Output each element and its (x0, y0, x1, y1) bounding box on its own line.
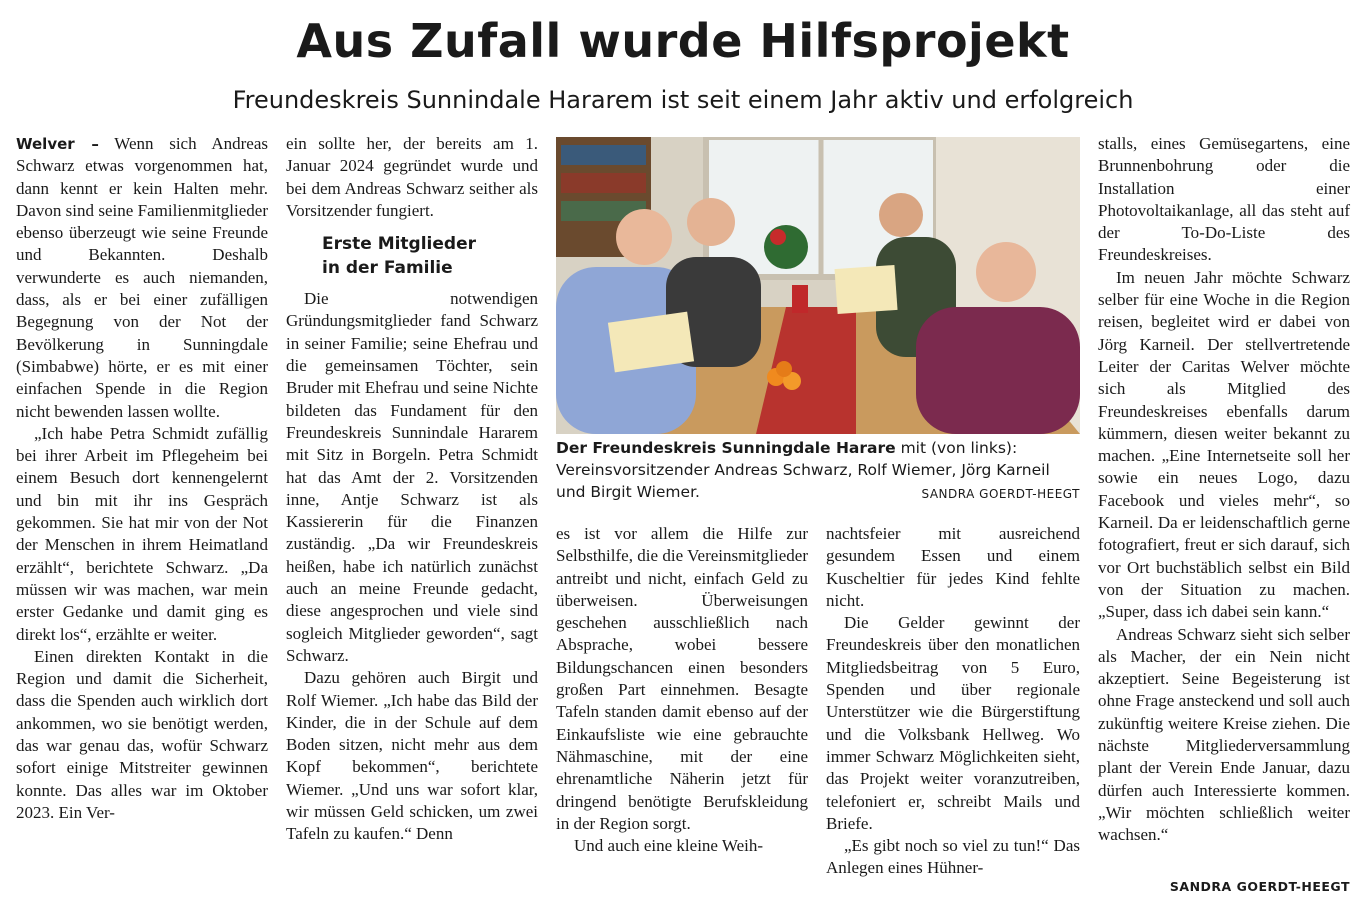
paragraph: „Ich habe Petra Schmidt zufällig bei ihrer Arbeit im Pflegeheim bei einem Besuch dort kennengelernt und bin mit ihr ins Gespräch gekommen. Sie hat mir von der Not der Menschen in ihrem Heimatland erzählt“, berichtete Schwarz. „Da müssen wir was machen, war mein erster Gedanke und damit ging es direkt los“, erzählte er weiter. (16, 423, 268, 644)
paragraph: es ist vor allem die Hilfe zur Selbsthilfe, die die Vereinsmitglieder antreibt und nicht, einfach Geld zu überweisen. Überweisungen geschehen ausschließlich nach Absprache, wobei bessere Bildungschancen einen besonders großen Part einnehmen. Besagte Tafeln standen damit ebenso auf der Einkaufsliste wie eine gebrauchte Nähmaschine, mit der eine ehrenamtliche Näherin jetzt für dringend benötigte Berufskleidung in der Region sorgt. (556, 524, 808, 833)
caption-text: mit (von links): Vereinsvorsitzender Andreas Schwarz, Rolf Wiemer, Jörg Karneil und Birgit Wiemer. (556, 439, 1050, 501)
subhead-line: in der Familie (322, 258, 453, 279)
subhead-line: Erste Mitglieder (322, 234, 476, 255)
headline: Aus Zufall wurde Hilfsprojekt (296, 14, 1070, 68)
paragraph: stalls, eines Gemüsegartens, eine Brunnenbohrung oder die Installation einer Photovoltaikanlage, all das steht auf der To-Do-Liste des Freundeskreises. (1098, 134, 1350, 265)
article-column-2 (286, 133, 538, 846)
article-photo (556, 137, 1080, 434)
paragraph: nachtsfeier mit ausreichend gesundem Essen und einem Kuscheltier für jedes Kind fehlte nicht. (826, 524, 1080, 610)
caption-lead: Der Freundeskreis Sunningdale Harare (556, 439, 896, 457)
article-column-3 (556, 523, 808, 857)
paragraph-text: Wenn sich Andreas Schwarz etwas vorgenommen hat, dann kennt er kein Halten mehr. Davon sind seine Familienmitglieder ebenso überzeugt wie seine Freunde und Bekannten. Deshalb verwunderte es auch niemanden, dass, als er bei einer zufälligen Begegnung von der Not der Bevölkerung in Sunningdale (Simbabwe) hörte, er es mit einer einfachen Spende in die Region nicht bewenden lassen wollte. (16, 134, 268, 421)
paragraph: Und auch eine kleine Weih- (574, 836, 764, 856)
article-column-1 (16, 133, 268, 824)
paragraph: ein sollte her, der bereits am 1. Januar 2024 gegründet wurde und bei dem Andreas Schwarz seither als Vorsitzender fungiert. (286, 134, 538, 220)
paragraph: „Es gibt noch so viel zu tun!“ Das Anlegen eines Hühner- (826, 836, 1080, 878)
paragraph: Die Gelder gewinnt der Freundeskreis über den monatlichen Mitgliedsbeitrag von 5 Euro, Spenden und über regionale Unterstützer wie die Bürgerstiftung und die Volksbank Hellweg. Wo immer Schwarz Möglichkeiten sieht, das Projekt weiter voranzutreiben, telefoniert er, schreibt Mails und Briefe. (826, 613, 1080, 833)
photo-credit: SANDRA GOERDT-HEEGT (921, 487, 1080, 501)
paragraph: Einen direkten Kontakt in die Region und damit die Sicherheit, dass die Spenden auch wirklich dort ankommen, wo sie benötigt werden, das war genau das, wofür Schwarz sofort einige Mitstreiter gewinnen konnte. Das alles war im Oktober 2023. Ein Ver- (16, 646, 268, 822)
group-photo-illustration (556, 137, 1080, 434)
paragraph (16, 133, 268, 423)
article-column-4 (826, 523, 1080, 880)
subheadline: Freundeskreis Sunnindale Hararem ist seit einem Jahr aktiv und erfolgreich (232, 86, 1134, 114)
paragraph: Die notwendigen Gründungsmitglieder fand Schwarz in seiner Familie; seine Ehefrau und die gemeinsamen Töchter, sein Bruder mit Ehefrau und seine Nichte bildeten das Fundament für den Freundeskreis Sunnindale Hararem mit Sitz in Borgeln. Petra Schmidt hat das Amt der 2. Vorsitzenden inne, Antje Schwarz ist als Kassiererin für die Finanzen zuständig. „Da wir Freundeskreis heißen, habe ich natürlich zunächst auch an meine Freunde gedacht, diese angesprochen und viele sind sogleich Mitglieder geworden“, sagt Schwarz. (286, 289, 538, 665)
paragraph: Dazu gehören auch Birgit und Rolf Wiemer. „Ich habe das Bild der Kinder, die in der Schule auf dem Boden sitzen, nicht mehr aus dem Kopf bekommen“, berichtete Wiemer. „Und uns war sofort klar, wir müssen Geld schicken, um zwei Tafeln zu kaufen.“ Denn (286, 668, 538, 844)
article-column-5 (1098, 133, 1350, 847)
paragraph: Im neuen Jahr möchte Schwarz selber für eine Woche in die Region reisen, begleitet wird er dabei von Jörg Karneil. Der stellvertretende Leiter der Caritas Welver möchte sich als Mitglied des Freundeskreises ebenfalls darum kümmern, diesen weiter bekannt zu machen. „Eine Internetseite soll her sowie ein neues Logo, dazu Facebook und vieles mehr“, so Karneil. Da er leidenschaftlich gerne fotografiert, freut er sich darauf, sich vor Ort buchstäblich selbst ein Bild von der Situation zu machen. „Super, dass ich dabei sein kann.“ (1098, 267, 1350, 622)
section-subhead (322, 232, 538, 280)
paragraph: Andreas Schwarz sieht sich selber als Macher, der ein Nein nicht akzeptiert. Seine Begeisterung ist ohne Frage ansteckend und soll auch zukünftig weitere Kreise ziehen. Die nächste Mitgliederversammlung plant der Verein Ende Januar, dazu dürfen auch Interessierte kommen. „Wir möchten schließlich weiter wachsen.“ (1098, 624, 1350, 845)
dateline: Welver – (16, 135, 99, 153)
author-byline: SANDRA GOERDT-HEEGT (1169, 879, 1350, 894)
